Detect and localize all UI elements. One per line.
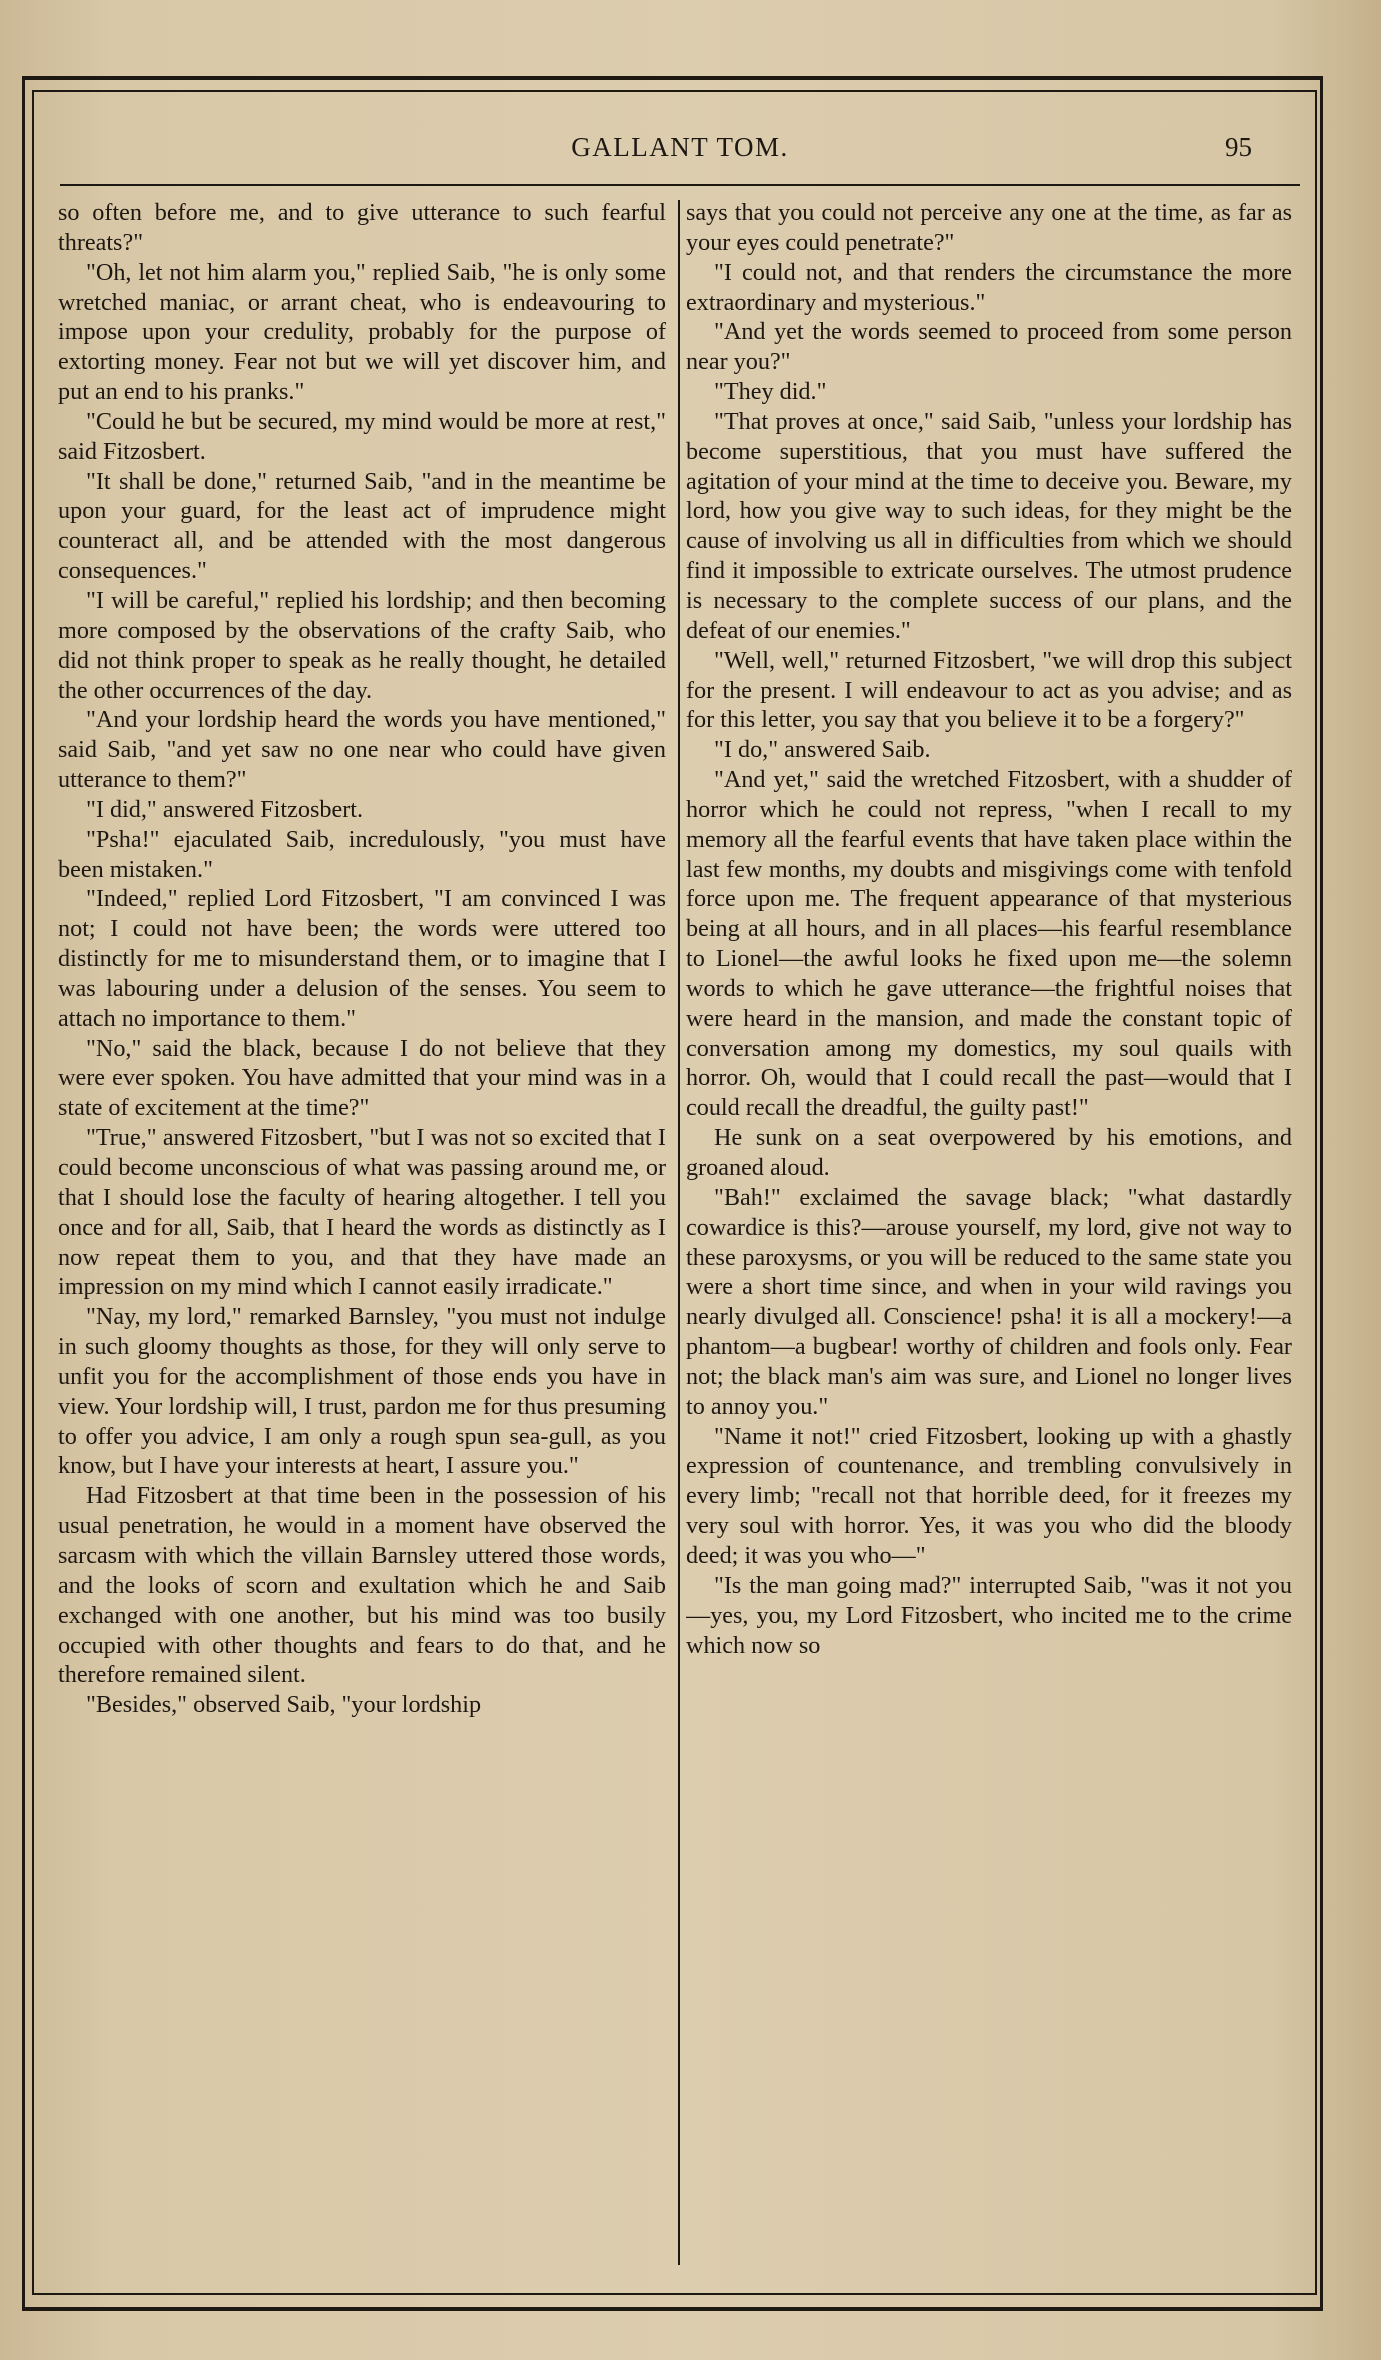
paragraph: "I could not, and that renders the circumstance the more extraordinary and mysterious." xyxy=(686,258,1292,316)
paragraph: "Bah!" exclaimed the savage black; "what dastardly cowardice is this?—arouse yourself, my lord, give not way to these paroxysms, or you will be reduced to the same state you were a short time since, and when in your wild ravings you nearly divulged all. Conscience! psha! it is all a mockery!—a phantom—a bugbear! worthy of children and fools only. Fear not; the black man's aim was sure, and Lionel no longer lives to annoy you." xyxy=(686,1183,1292,1420)
right-inner-rule xyxy=(1315,90,1317,2295)
paragraph: "And yet the words seemed to proceed from some person near you?" xyxy=(686,318,1292,376)
paragraph: "True," answered Fitzosbert, "but I was not so excited that I could become unconscious of what was passing around me, or that I should lose the faculty of hearing altogether. I tell you once and for all, Saib, that I heard the words as distinctly as I now repeat them to you, and that they have made an impression on my mind which I cannot easily irradicate." xyxy=(58,1124,666,1301)
page-number: 95 xyxy=(1225,132,1252,162)
paragraph: He sunk on a seat overpowered by his emotions, and groaned aloud. xyxy=(686,1124,1292,1181)
bottom-inner-rule xyxy=(32,2293,1317,2295)
paragraph: "I do," answered Saib. xyxy=(714,736,931,764)
column-divider xyxy=(678,200,680,2265)
left-column xyxy=(58,198,666,2288)
paragraph: "Indeed," replied Lord Fitzosbert, "I am convinced I was not; I could not have been; the words were uttered too distinctly for me to misunderstand them, or to imagine that I was labouring under a delusion of the senses. You seem to attach no importance to them." xyxy=(58,885,666,1032)
paragraph: "Could he but be secured, my mind would be more at rest," said Fitzosbert. xyxy=(58,407,666,465)
bottom-border-rule xyxy=(22,2307,1322,2311)
paragraph: "Psha!" ejaculated Saib, incredulously, "you must have been mistaken." xyxy=(58,825,666,883)
paragraph: says that you could not perceive any one at the time, as far as your eyes could penetrate?" xyxy=(686,199,1292,256)
paragraph: "Oh, let not him alarm you," replied Saib, "he is only some wretched maniac, or arrant cheat, who is endeavouring to impose upon your credulity, probably for the purpose of extorting money. Fear not but we will yet discover him, and put an end to his pranks." xyxy=(58,258,666,406)
top-inner-rule xyxy=(32,90,1317,92)
paragraph: "I did," answered Fitzosbert. xyxy=(86,795,364,823)
paragraph: "Is the man going mad?" interrupted Saib, "was it not you—yes, you, my Lord Fitzosbert, who incited me to the crime which now so xyxy=(686,1571,1292,1659)
right-column xyxy=(686,198,1292,2288)
page-header xyxy=(60,128,1300,168)
paragraph: "Name it not!" cried Fitzosbert, looking up with a ghastly expression of countenance, and trembling convulsively in every limb; "recall not that horrible deed, for it freezes my very soul with horror. Yes, it was you who did the bloody deed; it was you who—" xyxy=(686,1422,1292,1569)
paragraph: "And yet," said the wretched Fitzosbert, with a shudder of horror which he could not repress, "when I recall to my memory all the fearful events that have taken place within the last few months, my doubts and misgivings come with tenfold force upon me. The frequent appearance of that mysterious being at all hours, and in all places—his fearful resemblance to Lionel—the awful looks he fixed upon me—the solemn words to which he gave utterance—the frightful noises that were heard in the mansion, and made the constant topic of conversation among my domestics, my soul quails with horror. Oh, would that I could recall the past—would that I could recall the dreadful, the guilty past!" xyxy=(686,766,1292,1122)
top-border-rule xyxy=(22,76,1322,80)
left-border-rule xyxy=(22,76,25,2311)
paragraph: Had Fitzosbert at that time been in the possession of his usual penetration, he would in a moment have observed the sarcasm with which the villain Barnsley uttered those words, and the looks of scorn and exultation which he and Saib exchanged with one another, but his mind was too busily occupied with other thoughts and fears to do that, and he therefore remained silent. xyxy=(58,1482,666,1689)
paragraph: "Well, well," returned Fitzosbert, "we will drop this subject for the present. I will endeavour to act as you advise; and as for this letter, you say that you believe it to be a forgery?" xyxy=(686,646,1292,734)
paragraph: so often before me, and to give utterance to such fearful threats?" xyxy=(58,199,666,256)
paragraph: "And your lordship heard the words you have mentioned," said Saib, "and yet saw no one near who could have given utterance to them?" xyxy=(58,706,666,794)
paragraph: "Besides," observed Saib, "your lordship xyxy=(86,1691,482,1719)
right-border-rule xyxy=(1320,76,1323,2311)
paragraph: "I will be careful," replied his lordship; and then becoming more composed by the observations of the crafty Saib, who did not think proper to speak as he really thought, he detailed the other occurrences of the day. xyxy=(58,586,666,704)
paragraph: "No," said the black, because I do not believe that they were ever spoken. You have admitted that your mind was in a state of excitement at the time?" xyxy=(58,1034,666,1122)
header-rule xyxy=(60,184,1300,186)
left-inner-rule xyxy=(32,90,34,2295)
paragraph: "They did." xyxy=(714,378,827,406)
paragraph: "Nay, my lord," remarked Barnsley, "you must not indulge in such gloomy thoughts as those, for they will only serve to unfit you for the accomplishment of those ends you have in view. Your lordship will, I trust, pardon me for thus presuming to offer you advice, I am only a rough spun sea-gull, as you know, but I have your interests at heart, I assure you." xyxy=(58,1303,666,1480)
paragraph: "It shall be done," returned Saib, "and in the meantime be upon your guard, for the least act of imprudence might counteract all, and be attended with the most dangerous consequences." xyxy=(58,467,666,585)
running-title: GALLANT TOM. xyxy=(571,132,789,162)
paragraph: "That proves at once," said Saib, "unless your lordship has become superstitious, that you must have suffered the agitation of your mind at the time to deceive you. Beware, my lord, how you give way to such ideas, for they might be the cause of involving us all in difficulties from which we should find it impossible to extricate ourselves. The utmost prudence is necessary to the complete success of our plans, and the defeat of our enemies." xyxy=(686,407,1292,644)
